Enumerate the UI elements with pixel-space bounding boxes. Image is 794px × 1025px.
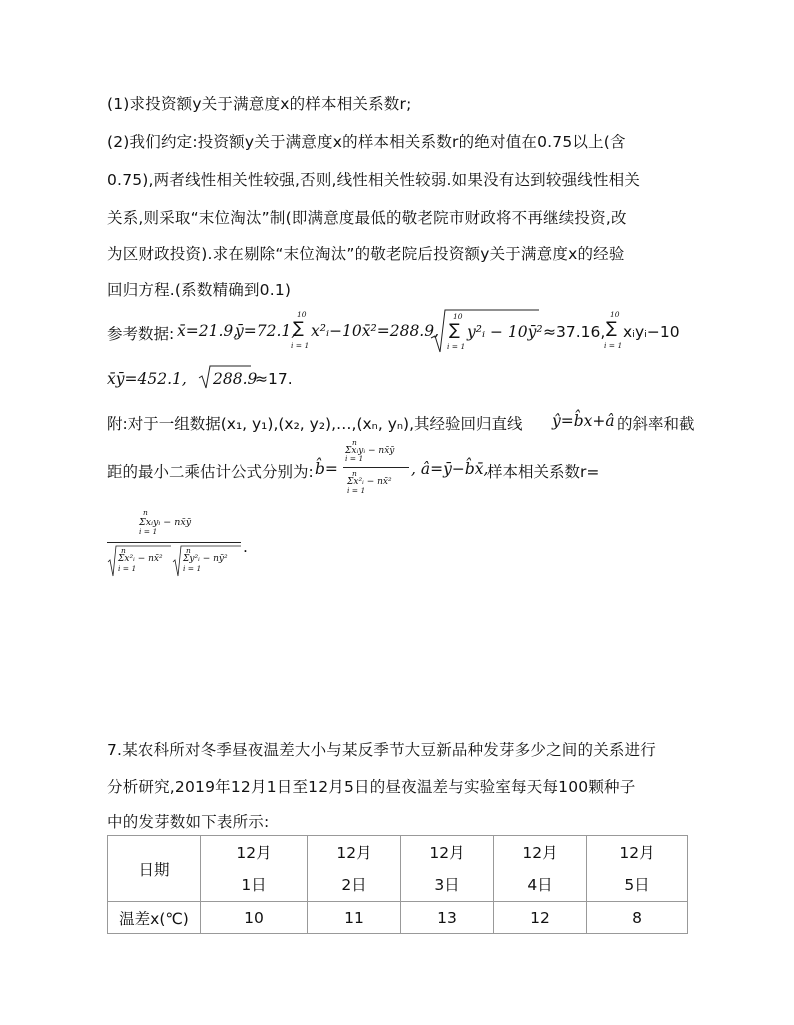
question-part-2-line-1: (2)我们约定:投资额y关于满意度x的样本相关系数r的绝对值在0.75以上(含 — [107, 133, 626, 151]
table-cell-temp-5: 8 — [587, 902, 688, 934]
sum-upper-limit: 10 — [297, 310, 307, 319]
date-day: 2日 — [341, 875, 367, 894]
table-cell-temp-3: 13 — [401, 902, 494, 934]
question-part-2-line-3: 关系,则采取“末位淘汰”制(即满意度最低的敬老院市财政将不再继续投资,改 — [107, 209, 627, 227]
sigma-symbol: ∑ — [293, 318, 304, 337]
sum-lower-limit-2: i = 1 — [447, 342, 466, 351]
table-row-date — [108, 836, 688, 902]
question-part-2-line-4: 为区财政投资).求在剔除“末位淘汰”的敬老院后投资额y关于满意度x的经验 — [107, 245, 625, 263]
appendix-text: 附:对于一组数据(x₁, y₁),(x₂, y₂),…,(xₙ, yₙ),其经验回归直线 — [107, 415, 523, 433]
sum-upper-limit-3: 10 — [610, 310, 620, 319]
appendix-line-2 — [107, 440, 747, 500]
r-den1-upper: n — [121, 546, 126, 555]
date-month: 12月 — [236, 843, 272, 862]
date-day: 3日 — [434, 875, 460, 894]
sum-x2-value: x²ᵢ−10x̄²=288.9, — [311, 322, 440, 340]
sigma-symbol-2: ∑ — [449, 320, 460, 339]
table-row-temperature — [108, 902, 688, 934]
b-num-lower: i = 1 — [345, 454, 364, 463]
sum-lower-limit-3: i = 1 — [604, 341, 623, 350]
appendix-line-1 — [107, 408, 747, 438]
table-header-temperature: 温差x(℃) — [108, 902, 201, 934]
question-part-2-line-5: 回归方程.(系数精确到0.1) — [107, 281, 292, 299]
r-numerator: Σxᵢyᵢ − nx̄ȳ — [139, 517, 192, 528]
date-month: 12月 — [619, 843, 655, 862]
a-hat-formula: , â=ȳ−b̂x̄, — [411, 460, 489, 478]
table-cell-temp-1: 10 — [201, 902, 308, 934]
sqrt-y-result: ≈37.16, — [543, 323, 606, 341]
b-den-lower: i = 1 — [347, 486, 366, 495]
b-denominator: Σx²ᵢ − nx̄² — [347, 477, 392, 487]
date-month: 12月 — [336, 843, 372, 862]
question-part-2-line-2: 0.75),两者线性相关性较强,否则,线性相关性较弱.如果没有达到较强线性相关 — [107, 171, 641, 189]
xbar-value: x̄=21.9, — [177, 322, 239, 340]
r-den2-lower: i = 1 — [183, 564, 202, 573]
table-cell-date-5 — [587, 836, 688, 902]
sum-xy-expression: xᵢyᵢ−10 — [623, 323, 680, 341]
date-day: 4日 — [527, 875, 553, 894]
table-header-date: 日期 — [108, 836, 201, 902]
b-fraction-bar — [343, 467, 409, 468]
reference-data-line-1 — [107, 308, 707, 358]
sum-upper-limit-2: 10 — [453, 312, 463, 321]
sqrt-288-value: 288.9 — [213, 370, 258, 388]
b-den-upper: n — [352, 469, 357, 478]
b-num-upper: n — [352, 438, 357, 447]
table-cell-temp-2: 11 — [308, 902, 401, 934]
b-numerator: Σxᵢyᵢ − nx̄ȳ — [345, 446, 395, 456]
table-cell-date-2 — [308, 836, 401, 902]
ybar-value: ȳ=72.1, — [235, 322, 297, 340]
date-day: 1日 — [241, 875, 267, 894]
b-hat-label: b̂= — [315, 460, 338, 478]
correlation-formula — [107, 508, 307, 580]
r-den2-upper: n — [186, 546, 191, 555]
r-den1-lower: i = 1 — [118, 564, 137, 573]
regression-equation: ŷ=b̂x+â — [552, 412, 615, 430]
sigma-symbol-3: ∑ — [606, 318, 617, 337]
question-7-line-1: 7.某农科所对冬季昼夜温差大小与某反季节大豆新品种发芽多少之间的关系进行 — [107, 741, 656, 759]
table-cell-temp-4: 12 — [494, 902, 587, 934]
date-day: 5日 — [624, 875, 650, 894]
r-num-upper: n — [143, 508, 148, 517]
r-fraction-bar — [107, 542, 241, 543]
r-num-lower: i = 1 — [139, 527, 158, 536]
date-month: 12月 — [429, 843, 465, 862]
xy-bar-value: x̄ȳ=452.1, — [107, 370, 187, 388]
table-cell-date-3 — [401, 836, 494, 902]
r-denominator-y: Σy²ᵢ − nȳ² — [183, 554, 228, 564]
appendix-text-end: 的斜率和截 — [617, 415, 695, 433]
germination-table — [107, 835, 688, 934]
sqrt-288-result: ≈17. — [255, 370, 293, 388]
sqrt-y-expression: y²ᵢ − 10ȳ² — [467, 323, 543, 341]
correlation-label: 样本相关系数r= — [487, 463, 600, 481]
formula-intro-text: 距的最小二乘估计公式分别为: — [107, 463, 314, 481]
r-period: . — [243, 538, 248, 556]
question-7-line-2: 分析研究,2019年12月1日至12月5日的昼夜温差与实验室每天每100颗种子 — [107, 778, 636, 796]
question-part-1: (1)求投资额y关于满意度x的样本相关系数r; — [107, 95, 412, 113]
question-7-line-3: 中的发芽数如下表所示: — [107, 813, 270, 831]
table-cell-date-4 — [494, 836, 587, 902]
reference-data-line-2 — [107, 364, 507, 394]
reference-label: 参考数据: — [107, 325, 175, 343]
sum-lower-limit: i = 1 — [291, 341, 310, 350]
date-month: 12月 — [522, 843, 558, 862]
r-denominator-x: Σx²ᵢ − nx̄² — [118, 554, 163, 564]
table-cell-date-1 — [201, 836, 308, 902]
